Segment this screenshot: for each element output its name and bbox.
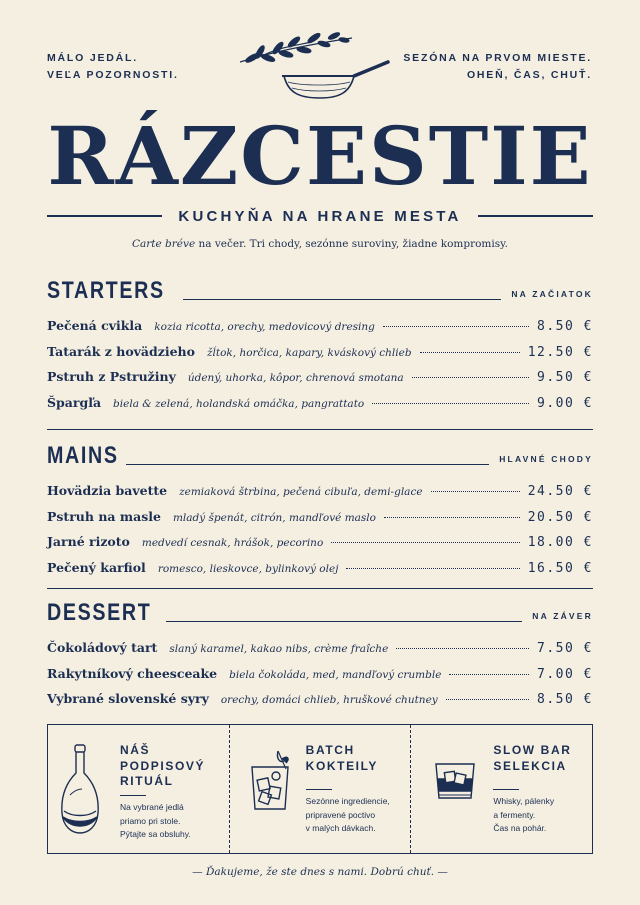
- dot-leader: [396, 648, 529, 649]
- feature-title-line: RITUÁL: [120, 774, 174, 788]
- feature-rule: [120, 795, 146, 796]
- tagline-left-line: VEĽA POZORNOSTI.: [47, 69, 179, 81]
- dish-name: Pstruh na masle: [47, 508, 161, 524]
- dot-leader: [446, 699, 529, 700]
- dish-name: Pečený karfiol: [47, 559, 146, 575]
- dish-description: údený, uhorka, kôpor, chrenová smotana: [187, 372, 404, 384]
- feature-description: [306, 795, 390, 836]
- feature-description-line: Pýtajte sa obsluhy.: [120, 829, 191, 839]
- menu-item: [47, 369, 593, 395]
- menu-items: [47, 640, 593, 717]
- feature-description-line: priamo pri stole.: [120, 815, 181, 826]
- tagline-right-line: SEZÓNA NA PRVOM MIESTE.: [403, 52, 592, 64]
- subtitle-rule-right: [478, 215, 593, 217]
- section-rule: [183, 299, 502, 300]
- dish-description: slaný karamel, kakao nibs, crème fraîche: [169, 643, 389, 655]
- menu-item: [47, 483, 593, 509]
- dish-name: Rakytníkový cheesceake: [47, 665, 218, 681]
- feature-cell: [229, 725, 411, 853]
- dot-leader: [331, 542, 519, 543]
- decanter-icon: [58, 743, 102, 837]
- dish-name: Vybrané slovenské syry: [47, 691, 209, 706]
- dot-leader: [383, 326, 529, 327]
- herb-and-pan-illustration: [232, 28, 392, 102]
- section-divider: [47, 429, 593, 430]
- section-header: [47, 441, 593, 469]
- section-title: DESSERT: [47, 599, 152, 626]
- dish-name: Pstruh z Pstružiny: [47, 369, 176, 384]
- feature-title-line: BATCH: [305, 743, 355, 757]
- section-starters: [47, 276, 593, 420]
- menu-item: [47, 560, 593, 586]
- dot-leader: [420, 352, 520, 353]
- intro-rest: na večer. Tri chody, sezónne suroviny, žiadne kompromisy.: [195, 238, 509, 250]
- subtitle-rule-left: [47, 215, 162, 217]
- dish-price: 9.50 €: [537, 370, 593, 385]
- menu-item: [47, 344, 593, 370]
- menu-item: [47, 666, 593, 692]
- feature-title-line: PODPISOVÝ: [120, 758, 206, 773]
- feature-description: [493, 795, 554, 836]
- dish-price: 12.50 €: [527, 344, 593, 360]
- feature-title: [120, 743, 205, 790]
- tagline-left: [47, 50, 179, 84]
- feature-description-line: Čas na pohár.: [493, 823, 547, 833]
- feature-description-line: v malých dávkach.: [305, 823, 376, 833]
- section-title: STARTERS: [47, 277, 165, 304]
- dish-name: Hovädzia bavette: [47, 483, 168, 498]
- feature-description-line: Whisky, pálenky: [493, 796, 555, 806]
- feature-rule: [306, 789, 332, 790]
- dish-price: 18.00 €: [527, 535, 593, 550]
- dish-price: 16.50 €: [527, 560, 593, 576]
- cocktail-glass-icon: [248, 749, 292, 813]
- dish-name: Pečená cvikla: [47, 318, 143, 333]
- feature-description-line: Sezónne ingrediencie,: [305, 796, 390, 806]
- dish-price: 24.50 €: [527, 484, 593, 499]
- section-divider: [47, 588, 593, 589]
- dish-price: 9.00 €: [537, 395, 593, 411]
- feature-title-line: NÁŠ: [120, 743, 151, 757]
- menu-item: [47, 318, 593, 344]
- whisky-glass-icon: [433, 761, 477, 801]
- dish-description: kozia ricotta, orechy, medovicový dresing: [154, 321, 375, 333]
- dot-leader: [431, 491, 520, 492]
- dish-description: orechy, domáci chlieb, hruškové chutney: [220, 694, 438, 706]
- dish-name: Tatarák z hovädzieho: [47, 343, 195, 359]
- section-subtitle: HLAVNÉ CHODY: [499, 453, 593, 464]
- menu-item: [47, 509, 593, 535]
- feature-description-line: Na vybrané jedlá: [120, 802, 184, 812]
- dish-price: 7.50 €: [537, 641, 593, 656]
- dot-leader: [412, 377, 529, 378]
- feature-box: [47, 724, 593, 854]
- feature-description-line: pripravené poctivo: [305, 809, 376, 820]
- restaurant-name: RÁZCESTIE: [47, 109, 593, 203]
- feature-title-line: SELEKCIA: [493, 758, 567, 773]
- section-subtitle: NA ZÁVER: [532, 610, 593, 621]
- dish-description: biela & zelená, holandská omáčka, pangrattato: [113, 397, 365, 410]
- menu-item: [47, 691, 593, 717]
- dish-price: 7.00 €: [537, 666, 593, 682]
- section-subtitle: NA ZAČIATOK: [511, 288, 593, 299]
- tagline-right: [403, 50, 592, 84]
- feature-rule: [493, 789, 519, 790]
- section-title: MAINS: [47, 442, 119, 469]
- intro-italic: Carte bréve: [131, 238, 196, 250]
- feature-description: [120, 801, 191, 842]
- subtitle: KUCHYŇA NA HRANE MESTA: [178, 207, 462, 225]
- dot-leader: [384, 517, 520, 518]
- dish-description: zemiaková štrbina, pečená cibuľa, demi-glace: [179, 486, 423, 498]
- feature-title-line: KOKTEILY: [305, 758, 379, 773]
- feature-cell: [48, 725, 229, 853]
- section-header: [47, 276, 593, 304]
- feature-description-line: a fermenty.: [493, 809, 536, 820]
- menu-item: [47, 640, 593, 666]
- feature-title: [493, 743, 571, 774]
- section-header: [47, 598, 593, 626]
- section-rule: [166, 621, 522, 622]
- feature-title: [306, 743, 378, 774]
- dot-leader: [346, 568, 519, 569]
- dot-leader: [372, 403, 529, 404]
- dish-name: Čokoládový tart: [47, 640, 158, 655]
- feature-cell: [410, 725, 592, 853]
- dish-name: Špargľa: [47, 394, 102, 410]
- subtitle-row: [47, 204, 593, 228]
- footer-text: — Ďakujeme, že ste dnes s nami. Dobrú chuť. —: [192, 866, 448, 878]
- menu-item: [47, 395, 593, 421]
- intro-text: [0, 238, 640, 250]
- tagline-left-line: MÁLO JEDÁL.: [47, 52, 138, 64]
- section-dessert: [47, 598, 593, 717]
- dish-name: Jarné rizoto: [47, 534, 130, 549]
- dot-leader: [449, 674, 529, 675]
- dish-description: romesco, lieskovce, bylinkový olej: [157, 562, 339, 575]
- dish-price: 8.50 €: [537, 692, 593, 707]
- feature-title-line: SLOW BAR: [493, 743, 572, 757]
- section-rule: [126, 464, 489, 465]
- dish-description: mladý špenát, citrón, mandľové maslo: [172, 511, 376, 524]
- menu-items: [47, 483, 593, 585]
- dish-price: 8.50 €: [537, 319, 593, 334]
- dish-description: žĺtok, horčica, kapary, kváskový chlieb: [206, 346, 412, 359]
- dish-price: 20.50 €: [527, 509, 593, 525]
- tagline-right-line: OHEŇ, ČAS, CHUŤ.: [466, 69, 592, 81]
- menu-items: [47, 318, 593, 420]
- section-mains: [47, 441, 593, 585]
- dish-description: biela čokoláda, med, mandľový crumble: [229, 668, 442, 681]
- dish-description: medvedí cesnak, hrášok, pecorino: [141, 537, 324, 549]
- menu-item: [47, 534, 593, 560]
